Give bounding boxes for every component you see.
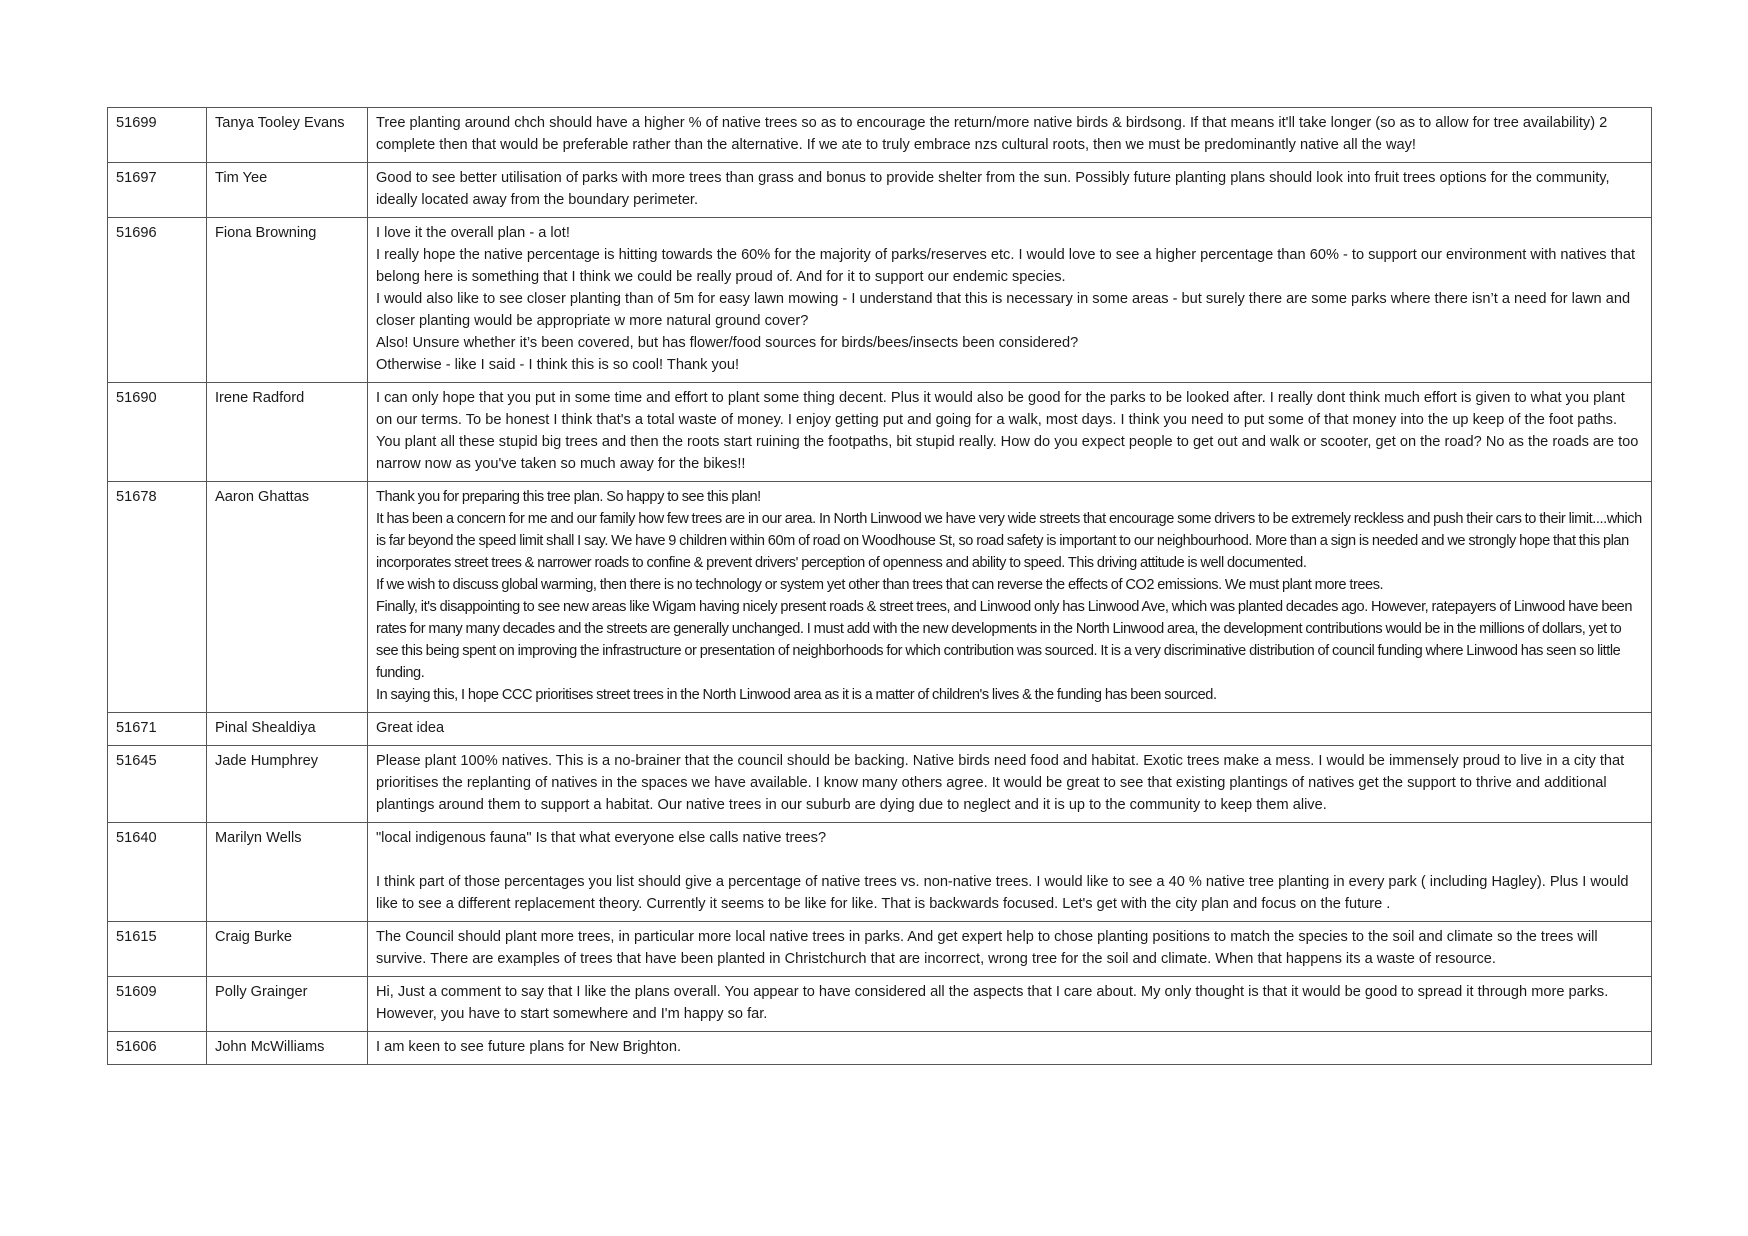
table-row xyxy=(108,922,1652,977)
submission-comment xyxy=(368,218,1652,383)
comment-paragraph: Tree planting around chch should have a higher % of native trees so as to encourage the return/more native birds & birdsong. If that means it'll take longer (so as to allow for tree availability) 2 complete then that would be preferable rather than the alternative. If we ate to truly embrace nzs cultural roots, then we must be predominantly native all the way! xyxy=(376,115,1608,153)
submitter-name: Jade Humphrey xyxy=(207,746,368,823)
submission-comment xyxy=(368,108,1652,163)
submission-comment xyxy=(368,1032,1652,1065)
table-row xyxy=(108,977,1652,1032)
table-row xyxy=(108,713,1652,746)
comment-paragraph: I am keen to see future plans for New Brighton. xyxy=(376,1039,682,1055)
submission-id: 51699 xyxy=(108,108,207,163)
comment-paragraph: If we wish to discuss global warming, then there is no technology or system yet other than trees that can reverse the effects of CO2 emissions. We must plant more trees. xyxy=(376,577,1384,593)
comment-paragraph: I can only hope that you put in some time and effort to plant some thing decent. Plus it would also be good for the parks to be looked after. I really dont think much effort is given to what you plant on our terms. To be honest I think that's a total waste of money. I enjoy getting put and going for a walk, most days. I think you need to put some of that money into the up keep of the foot paths. You plant all these stupid big trees and then the roots start ruining the footpaths, bit stupid really. How do you expect people to get out and walk or scooter, get on the road? No as the roads are too narrow now as you've taken so much away for the bikes!! xyxy=(376,390,1639,472)
submission-id: 51606 xyxy=(108,1032,207,1065)
submission-comment xyxy=(368,922,1652,977)
comment-paragraph: Hi, Just a comment to say that I like the plans overall. You appear to have considered all the aspects that I care about. My only thought is that it would be good to spread it through more parks. However, you have to start somewhere and I'm happy so far. xyxy=(376,984,1609,1022)
submitter-name: Irene Radford xyxy=(207,383,368,482)
table-row xyxy=(108,218,1652,383)
table-row xyxy=(108,482,1652,713)
comment-paragraph: "local indigenous fauna" Is that what everyone else calls native trees? xyxy=(376,830,827,846)
submissions-page xyxy=(107,107,1651,1065)
submission-id: 51615 xyxy=(108,922,207,977)
submission-comment xyxy=(368,482,1652,713)
submitter-name: Marilyn Wells xyxy=(207,823,368,922)
submission-comment xyxy=(368,713,1652,746)
table-row xyxy=(108,823,1652,922)
submission-id: 51678 xyxy=(108,482,207,713)
comment-paragraph: I love it the overall plan - a lot! xyxy=(376,225,570,241)
submission-comment xyxy=(368,746,1652,823)
table-row xyxy=(108,1032,1652,1065)
table-row xyxy=(108,746,1652,823)
submission-comment xyxy=(368,383,1652,482)
submission-comment xyxy=(368,163,1652,218)
submitter-name: Craig Burke xyxy=(207,922,368,977)
submission-id: 51696 xyxy=(108,218,207,383)
comment-paragraph: The Council should plant more trees, in particular more local native trees in parks. And get expert help to chose planting positions to match the species to the soil and climate so the trees will survive. There are examples of trees that have been planted in Christchurch that are incorrect, wrong tree for the soil and climate. When that happens its a waste of resource. xyxy=(376,929,1598,967)
table-row xyxy=(108,383,1652,482)
submitter-name: Pinal Shealdiya xyxy=(207,713,368,746)
submission-id: 51697 xyxy=(108,163,207,218)
comment-paragraph: Good to see better utilisation of parks with more trees than grass and bonus to provide shelter from the sun. Possibly future planting plans should look into fruit trees options for the community, ideally located away from the boundary perimeter. xyxy=(376,170,1610,208)
submitter-name: Aaron Ghattas xyxy=(207,482,368,713)
table-row xyxy=(108,163,1652,218)
comment-paragraph: I would also like to see closer planting than of 5m for easy lawn mowing - I understand that this is necessary in some areas - but surely there are some parks where there isn’t a need for lawn and closer planting would be appropriate w more natural ground cover? xyxy=(376,291,1631,329)
comment-paragraph: In saying this, I hope CCC prioritises street trees in the North Linwood area as it is a matter of children's lives & the funding has been sourced. xyxy=(376,687,1217,703)
submitter-name: John McWilliams xyxy=(207,1032,368,1065)
comment-paragraph: I think part of those percentages you list should give a percentage of native trees vs. non-native trees. I would like to see a 40 % native tree planting in every park ( including Hagley). Plus I would like to see a different replacement theory. Currently it seems to be like for like. That is backwards focused. Let's get with the city plan and focus on the future . xyxy=(376,874,1629,912)
submitter-name: Tanya Tooley Evans xyxy=(207,108,368,163)
comment-paragraph: Finally, it's disappointing to see new areas like Wigam having nicely present roads & street trees, and Linwood only has Linwood Ave, which was planted decades ago. However, ratepayers of Linwood have been rates for many many decades and the streets are generally unchanged. I must add with the new developments in the North Linwood area, the development contributions would be in the millions of dollars, yet to see this being spent on improving the infrastructure or presentation of neighborhoods for which contribution was sourced. It is a very discriminative distribution of council funding where Linwood has seen so little funding. xyxy=(376,599,1632,681)
submissions-table-body xyxy=(108,108,1652,1065)
comment-paragraph: Thank you for preparing this tree plan. So happy to see this plan! xyxy=(376,489,761,505)
comment-paragraph xyxy=(376,849,1643,871)
submission-comment xyxy=(368,823,1652,922)
submitter-name: Polly Grainger xyxy=(207,977,368,1032)
comment-paragraph: Great idea xyxy=(376,720,445,736)
submitter-name: Fiona Browning xyxy=(207,218,368,383)
comment-paragraph: Please plant 100% natives. This is a no-brainer that the council should be backing. Native birds need food and habitat. Exotic trees make a mess. I would be immensely proud to live in a city that prioritises the replanting of natives in the spaces we have available. I know many others agree. It would be great to see that existing plantings of natives get the support to thrive and additional plantings around them to support a habitat. Our native trees in our suburb are dying due to neglect and it is up to the community to keep them alive. xyxy=(376,753,1625,813)
submission-id: 51640 xyxy=(108,823,207,922)
submission-comment xyxy=(368,977,1652,1032)
submission-id: 51645 xyxy=(108,746,207,823)
comment-paragraph: Also! Unsure whether it’s been covered, but has flower/food sources for birds/bees/insects been considered? xyxy=(376,335,1079,351)
submission-id: 51671 xyxy=(108,713,207,746)
comment-paragraph: I really hope the native percentage is hitting towards the 60% for the majority of parks/reserves etc. I would love to see a higher percentage than 60% - to support our environment with natives that belong here is something that I think we could be really proud of. And for it to support our endemic species. xyxy=(376,247,1636,285)
submission-id: 51690 xyxy=(108,383,207,482)
table-row xyxy=(108,108,1652,163)
submitter-name: Tim Yee xyxy=(207,163,368,218)
comment-paragraph: It has been a concern for me and our family how few trees are in our area. In North Linwood we have very wide streets that encourage some drivers to be extremely reckless and push their cars to their limit....which is far beyond the speed limit shall I say. We have 9 children within 60m of road on Woodhouse St, so road safety is important to our neighbourhood. More than a sign is needed and we strongly hope that this plan incorporates street trees & narrower roads to confine & prevent drivers' perception of openness and ability to speed. This driving attitude is well documented. xyxy=(376,511,1642,571)
submission-id: 51609 xyxy=(108,977,207,1032)
comment-paragraph: Otherwise - like I said - I think this is so cool! Thank you! xyxy=(376,357,740,373)
submissions-table xyxy=(107,107,1652,1065)
